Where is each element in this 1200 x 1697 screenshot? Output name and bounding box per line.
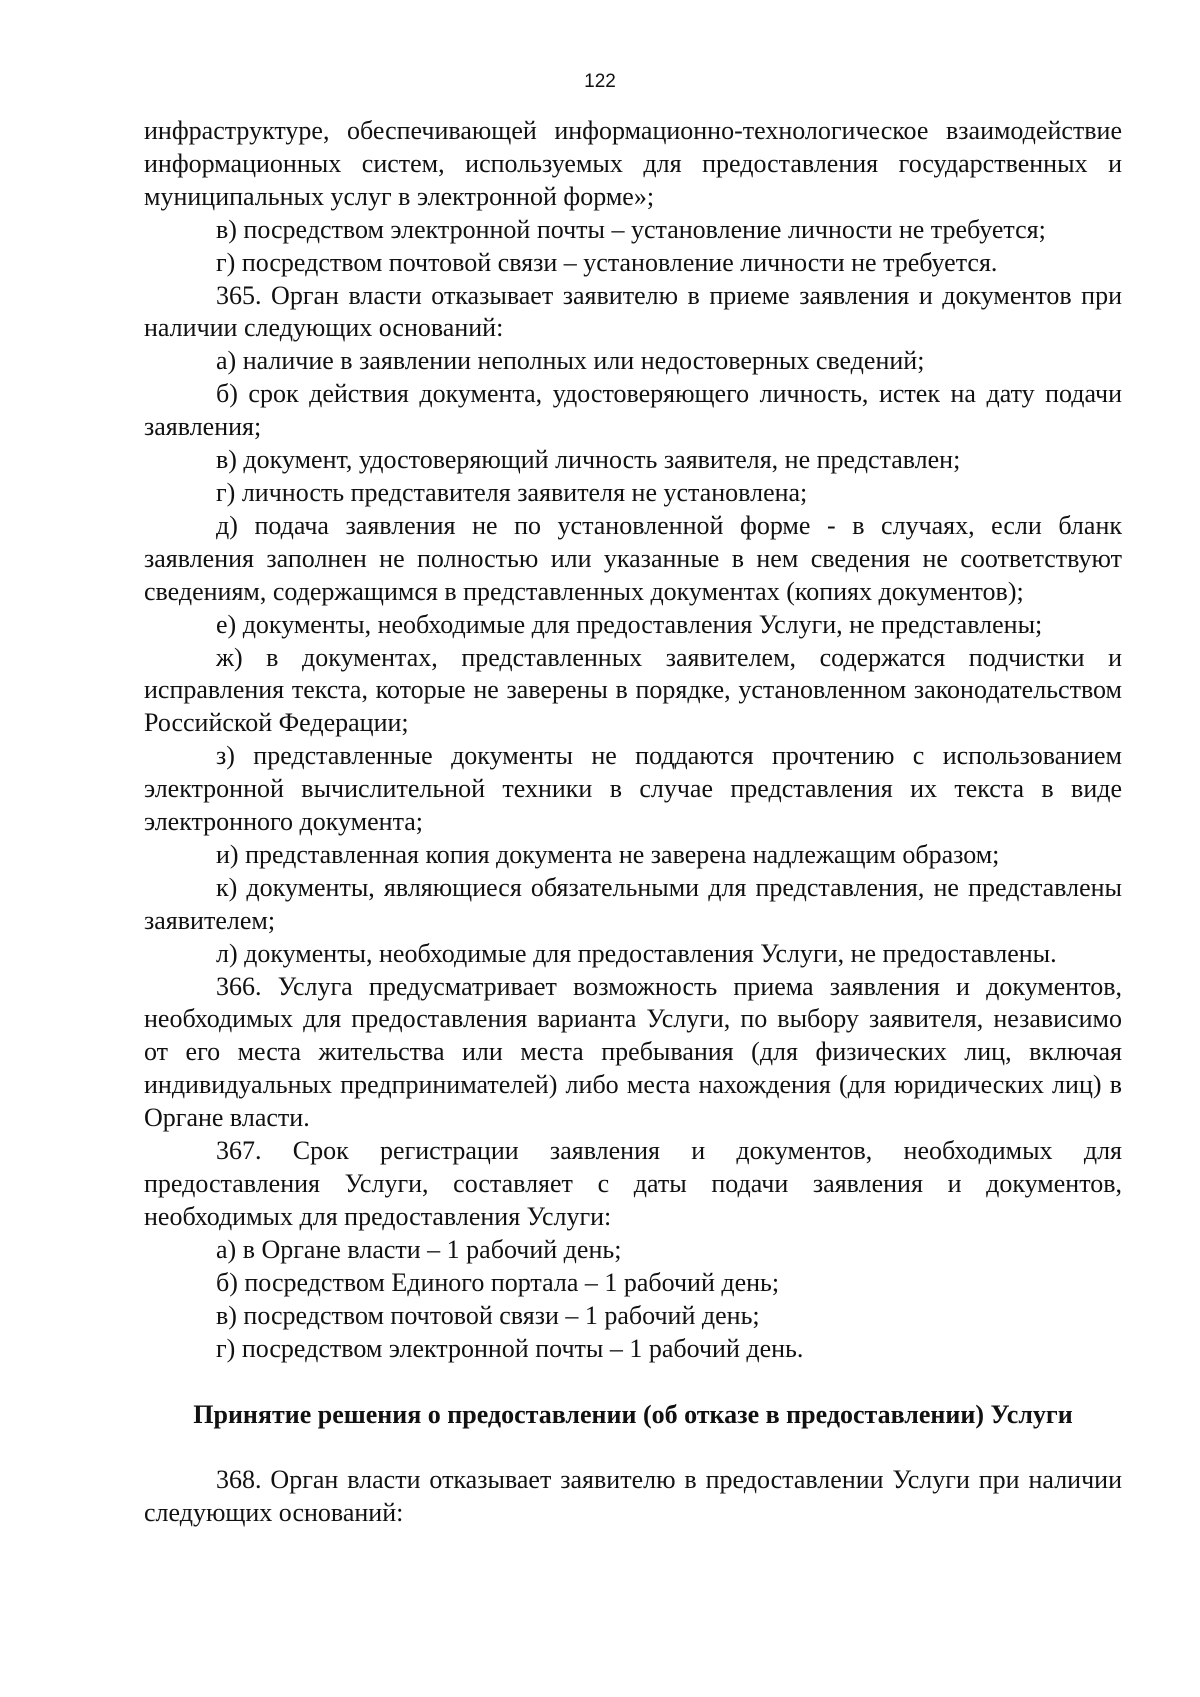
paragraph: 367. Срок регистрации заявления и документов, необходимых для предоставления Услуги, составляет с даты подачи заявления и документов, необходимых для предоставления Услуги:: [144, 1136, 1122, 1231]
paragraph: и) представленная копия документа не заверена надлежащим образом;: [216, 839, 1000, 869]
paragraph: к) документы, являющиеся обязательными для представления, не представлены заявителем;: [144, 872, 1122, 935]
paragraph: ж) в документах, представленных заявителем, содержатся подчистки и исправления текста, которые не заверены в порядке, установленном законодательством Российской Федерации;: [144, 642, 1122, 738]
paragraph: б) срок действия документа, удостоверяющего личность, истек на дату подачи заявления;: [144, 379, 1122, 442]
paragraph: 365. Орган власти отказывает заявителю в приеме заявления и документов при наличии следующих оснований:: [144, 280, 1122, 343]
paragraph: инфраструктуре, обеспечивающей информационно-технологическое взаимодействие информационных систем, используемых для предоставления государственных и муниципальных услуг в электронной форме»;: [144, 116, 1122, 211]
paragraph: г) посредством почтовой связи – установление личности не требуется.: [216, 247, 998, 277]
paragraph: в) посредством почтовой связи – 1 рабочий день;: [216, 1300, 760, 1330]
paragraph: г) личность представителя заявителя не установлена;: [216, 477, 808, 507]
paragraph: в) документ, удостоверяющий личность заявителя, не представлен;: [216, 445, 961, 475]
section-heading: Принятие решения о предоставлении (об отказе в предоставлении) Услуги: [193, 1400, 1073, 1430]
paragraph: л) документы, необходимые для предоставления Услуги, не предоставлены.: [216, 938, 1057, 968]
paragraph: в) посредством электронной почты – установление личности не требуется;: [216, 214, 1046, 244]
paragraph: а) наличие в заявлении неполных или недостоверных сведений;: [216, 346, 925, 376]
paragraph: д) подача заявления не по установленной форме - в случаях, если бланк заявления заполнен не полностью или указанные в нем сведения не соответствуют сведениям, содержащимся в представленных документах (копиях документов);: [144, 510, 1122, 606]
paragraph: 368. Орган власти отказывает заявителю в предоставлении Услуги при наличии следующих оснований:: [144, 1465, 1122, 1528]
paragraph: 366. Услуга предусматривает возможность приема заявления и документов, необходимых для предоставления варианта Услуги, по выбору заявителя, независимо от его места жительства или места пребывания (для физических лиц, включая индивидуальных предпринимателей) либо места нахождения (для юридических лиц) в Органе власти.: [144, 971, 1122, 1133]
paragraph: е) документы, необходимые для предоставления Услуги, не представлены;: [216, 609, 1043, 639]
paragraph: б) посредством Единого портала – 1 рабочий день;: [216, 1267, 780, 1297]
paragraph: г) посредством электронной почты – 1 рабочий день.: [216, 1333, 804, 1363]
page-number: 122: [584, 71, 616, 92]
document-body: [144, 115, 1122, 1530]
paragraph: з) представленные документы не поддаются прочтению с использованием электронной вычислительной техники в случае представления их текста в виде электронного документа;: [144, 741, 1122, 837]
paragraph: а) в Органе власти – 1 рабочий день;: [216, 1234, 622, 1264]
